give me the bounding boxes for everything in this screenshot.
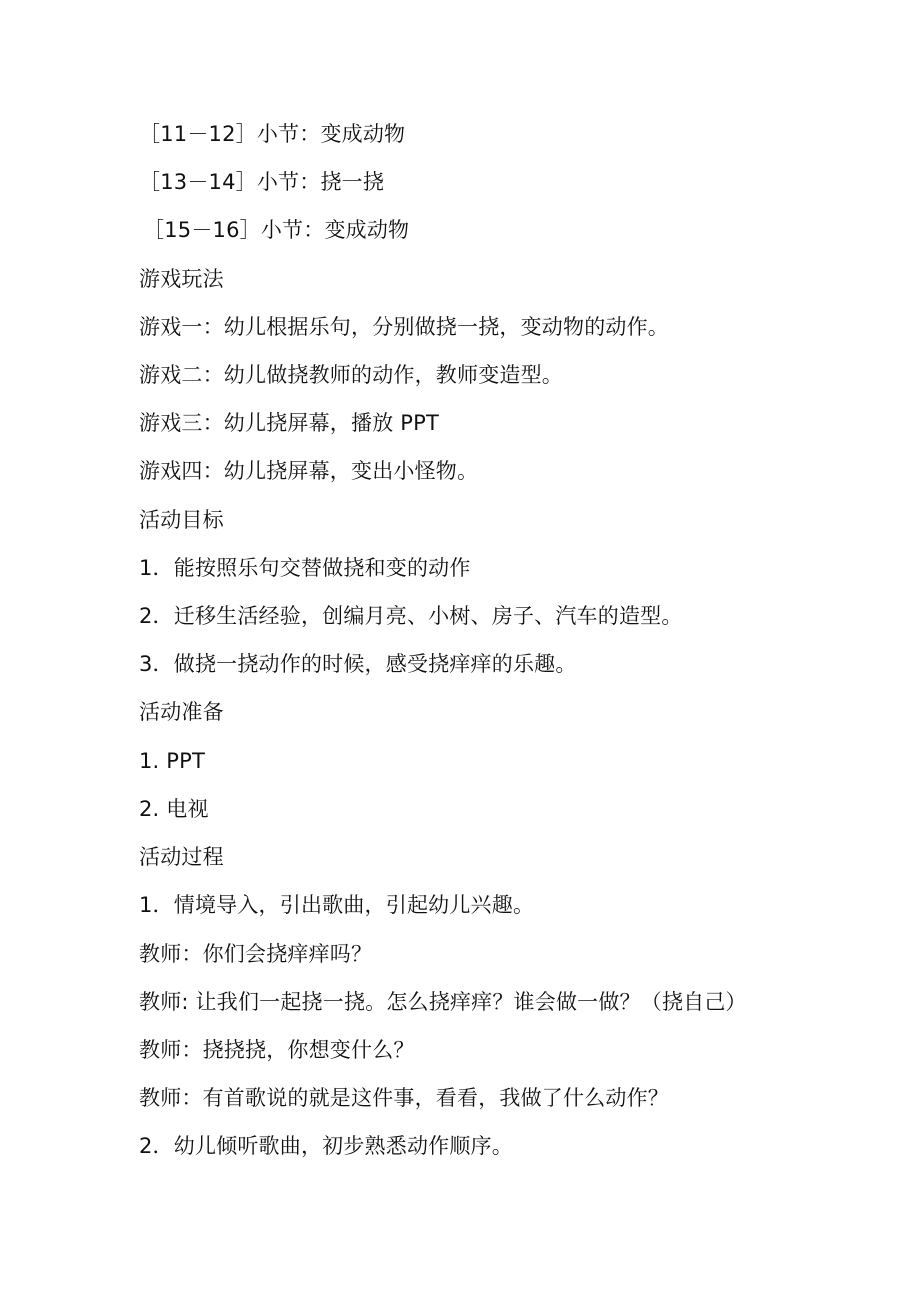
text-line: 教师: 让我们一起挠一挠。怎么挠痒痒？谁会做一做？（挠自己）	[139, 990, 747, 1014]
section-heading: 活动目标	[139, 508, 224, 532]
list-item: 2. 电视	[139, 797, 209, 821]
text-line: ［13－14］小节：挠一挠	[139, 170, 385, 194]
list-item: 1. PPT	[139, 749, 206, 773]
text-line: 教师：你们会挠痒痒吗？	[139, 942, 373, 966]
text-line: 教师：挠挠挠，你想变什么？	[139, 1038, 415, 1062]
text-line: 游戏四：幼儿挠屏幕，变出小怪物。	[139, 459, 479, 483]
section-heading: 游戏玩法	[139, 267, 224, 291]
text-line: ［15－16］小节：变成动物	[143, 218, 410, 242]
list-item: 2．迁移生活经验，创编月亮、小树、房子、汽车的造型。	[139, 604, 683, 628]
list-item: 1．能按照乐句交替做挠和变的动作	[139, 556, 471, 580]
text-line: 游戏二：幼儿做挠教师的动作，教师变造型。	[139, 363, 563, 387]
list-item: 2．幼儿倾听歌曲，初步熟悉动作顺序。	[139, 1134, 513, 1158]
section-heading: 活动准备	[139, 700, 224, 724]
section-heading: 活动过程	[139, 845, 224, 869]
text-line: 教师：有首歌说的就是这件事，看看，我做了什么动作？	[139, 1086, 669, 1110]
list-item: 3．做挠一挠动作的时候，感受挠痒痒的乐趣。	[139, 652, 577, 676]
text-line: 游戏三：幼儿挠屏幕，播放 PPT	[139, 411, 440, 435]
text-line: ［11－12］小节：变成动物	[139, 122, 406, 146]
text-line: 游戏一：幼儿根据乐句，分别做挠一挠，变动物的动作。	[139, 315, 669, 339]
list-item: 1．情境导入，引出歌曲，引起幼儿兴趣。	[139, 893, 535, 917]
